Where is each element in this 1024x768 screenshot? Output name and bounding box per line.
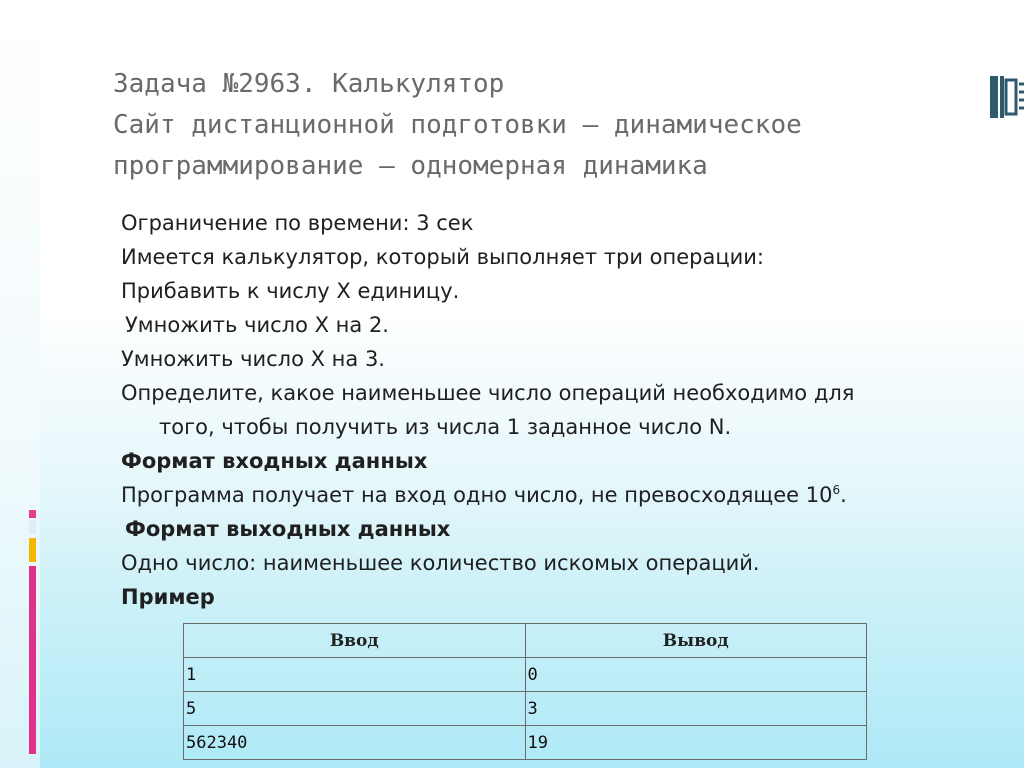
- slide-title: [113, 64, 1003, 187]
- cell-output: 19: [525, 726, 867, 760]
- input-format-main: Программа получает на вход одно число, не превосходящее 10: [121, 483, 833, 507]
- table-row: [184, 726, 867, 760]
- operation-2-text: Умножить число X на 2.: [125, 313, 389, 337]
- cell-output: 3: [525, 692, 867, 726]
- intro-text: Имеется калькулятор, который выполняет три операции:: [121, 245, 765, 269]
- output-format-text: Одно число: наименьшее количество искомых операций.: [121, 551, 760, 575]
- operation-1-text: Прибавить к числу X единицу.: [121, 279, 460, 303]
- slide-body: [121, 206, 981, 614]
- table-header-row: [184, 624, 867, 658]
- table-row: [184, 658, 867, 692]
- title-line-3: программирование – одномерная динамика: [113, 151, 708, 181]
- input-format-heading: Формат входных данных: [121, 449, 428, 473]
- operation-3-text: Умножить число X на 3.: [121, 347, 385, 371]
- input-format-end: .: [840, 483, 847, 507]
- accent-bar-pink: [29, 566, 36, 754]
- header-output: Вывод: [525, 624, 867, 658]
- example-table: [183, 623, 867, 760]
- table-row: [184, 692, 867, 726]
- input-format-text: [121, 478, 981, 512]
- cell-input: 5: [184, 692, 526, 726]
- task-text-line-2: того, чтобы получить из числа 1 заданное число N.: [159, 415, 732, 439]
- cell-input: 1: [184, 658, 526, 692]
- input-format-exponent: 6: [832, 483, 841, 497]
- accent-bar-pink-small: [29, 510, 36, 518]
- accent-bar-light: [29, 520, 36, 534]
- example-heading: Пример: [121, 585, 215, 609]
- cell-input: 562340: [184, 726, 526, 760]
- header-input: Ввод: [184, 624, 526, 658]
- accent-bar-yellow: [29, 538, 36, 562]
- output-format-heading: Формат выходных данных: [125, 517, 451, 541]
- time-limit-text: Ограничение по времени: 3 сек: [121, 211, 474, 235]
- title-line-1: Задача №2963. Калькулятор: [113, 69, 505, 99]
- cell-output: 0: [525, 658, 867, 692]
- task-text-line-1: Определите, какое наименьшее число операций необходимо для: [121, 381, 855, 405]
- title-line-2: Сайт дистанционной подготовки – динамическое: [113, 110, 802, 140]
